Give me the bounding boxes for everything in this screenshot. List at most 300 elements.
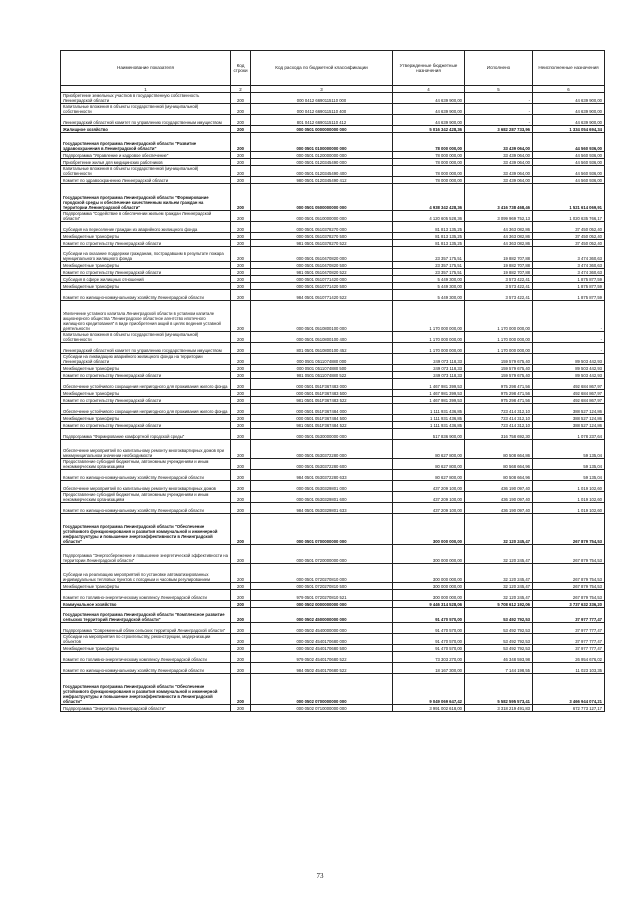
approved-cell: 80 627 800,00 — [393, 470, 465, 481]
approved-cell: 78 000 000,00 — [393, 133, 465, 152]
line-code-cell: 200 — [231, 674, 251, 705]
indicator-name-cell: Подпрограмма "Энергосбережение и повышение энергетической эффективности на территории Ленинградской области" — [61, 545, 231, 564]
indicator-name-cell: Комитет по здравоохранению Ленинградской области — [61, 177, 231, 184]
table-row — [61, 415, 605, 422]
classification-code-cell: 000 0501 0510000000 000 — [251, 211, 393, 222]
approved-cell: 1 467 981 399,53 — [393, 390, 465, 397]
classification-code-cell: 984 0501 0510771420 522 — [251, 290, 393, 301]
unexecuted-cell: 267 879 754,53 — [533, 514, 605, 545]
line-code-cell: 200 — [231, 590, 251, 601]
approved-cell: 1 111 931 436,85 — [393, 404, 465, 415]
unexecuted-cell: 59 135,04 — [533, 459, 605, 470]
indicator-name-cell: Приобретение земельных участков в государственную собственность Ленинградской области — [61, 93, 231, 104]
indicator-name-cell: Комитет по строительству Ленинградской области — [61, 240, 231, 247]
executed-cell: 3 573 422,41 — [465, 276, 533, 283]
unexecuted-cell: 388 527 124,86 — [533, 404, 605, 415]
unexecuted-cell: 3 474 360,63 — [533, 262, 605, 269]
unexecuted-cell: 89 503 442,93 — [533, 365, 605, 372]
unexecuted-cell: 1 020 635 766,17 — [533, 211, 605, 222]
indicator-name-cell: Подпрограмма "Содействие в обеспечении жильем граждан Ленинградской области" — [61, 211, 231, 222]
approved-cell: 5 449 300,00 — [393, 290, 465, 301]
indicator-name-cell: Межбюджетные трансферты — [61, 390, 231, 397]
unexecuted-cell: 492 684 867,97 — [533, 390, 605, 397]
executed-cell: 33 439 064,00 — [465, 159, 533, 166]
table-row — [61, 459, 605, 470]
executed-cell: 975 298 471,56 — [465, 397, 533, 404]
executed-cell: 53 492 792,53 — [465, 645, 533, 652]
indicator-name-cell: Межбюджетные трансферты — [61, 262, 231, 269]
executed-cell: 53 492 792,53 — [465, 634, 533, 645]
classification-code-cell: 000 0501 051F367484 000 — [251, 404, 393, 415]
approved-cell: 437 209 100,00 — [393, 481, 465, 492]
approved-cell: 80 627 800,00 — [393, 459, 465, 470]
unexecuted-cell: 44 560 936,00 — [533, 133, 605, 152]
classification-code-cell: 000 0501 0530329801 600 — [251, 492, 393, 503]
unexecuted-cell: 44 639 900,00 — [533, 93, 605, 104]
approved-cell: 249 073 118,33 — [393, 372, 465, 379]
executed-cell: 436 190 097,40 — [465, 503, 533, 514]
executed-cell: 436 190 097,40 — [465, 492, 533, 503]
table-row — [61, 583, 605, 590]
approved-cell: 5 449 300,00 — [393, 283, 465, 290]
line-code-cell: 200 — [231, 365, 251, 372]
executed-cell: 53 492 792,53 — [465, 623, 533, 634]
line-code-cell: 200 — [231, 177, 251, 184]
classification-code-cell: 000 0501 0511074880 500 — [251, 365, 393, 372]
classification-code-cell: 984 0501 0530372280 633 — [251, 470, 393, 481]
indicator-name-cell: Государственная программа Ленинградской области "Развитие здравоохранения в Ленинградской области" — [61, 133, 231, 152]
classification-code-cell: 000 0501 0511074880 000 — [251, 354, 393, 365]
header-executed: Исполнено — [465, 51, 533, 86]
indicator-name-cell: Обеспечение устойчивого сокращения непригодного для проживания жилого фонда — [61, 404, 231, 415]
classification-code-cell: 981 0501 051F367484 522 — [251, 422, 393, 429]
indicator-name-cell: Комитет по строительству Ленинградской области — [61, 372, 231, 379]
classification-code-cell: 000 0501 0510378270 500 — [251, 233, 393, 240]
executed-cell: 1 170 000 000,00 — [465, 343, 533, 354]
line-code-cell: 200 — [231, 545, 251, 564]
table-row — [61, 404, 605, 415]
unexecuted-cell: 44 560 936,00 — [533, 166, 605, 177]
table-row — [61, 372, 605, 379]
table-row — [61, 166, 605, 177]
executed-cell: 3 318 219 491,83 — [465, 705, 533, 712]
unexecuted-cell: 388 527 124,86 — [533, 422, 605, 429]
line-code-cell: 200 — [231, 645, 251, 652]
executed-cell: 3 099 969 752,13 — [465, 211, 533, 222]
indicator-name-cell: Межбюджетные трансферты — [61, 283, 231, 290]
classification-code-cell: 000 0501 0120000000 000 — [251, 152, 393, 159]
indicator-name-cell: Обеспечение мероприятий по капитальному ремонту многоквартирных домов — [61, 481, 231, 492]
table-row — [61, 365, 605, 372]
line-code-cell: 200 — [231, 247, 251, 262]
approved-cell: 5 016 342 428,36 — [393, 126, 465, 133]
line-code-cell: 200 — [231, 663, 251, 674]
column-index: 1 — [61, 86, 231, 93]
unexecuted-cell: 1 334 054 694,34 — [533, 126, 605, 133]
approved-cell: 9 049 069 647,42 — [393, 674, 465, 705]
unexecuted-cell: 37 977 777,47 — [533, 608, 605, 623]
table-row — [61, 233, 605, 240]
approved-cell: 9 446 314 528,06 — [393, 601, 465, 608]
classification-code-cell: 984 0501 0530329801 633 — [251, 503, 393, 514]
indicator-name-cell: Коммунальное хозяйство — [61, 601, 231, 608]
unexecuted-cell: 37 977 777,47 — [533, 623, 605, 634]
classification-code-cell: 000 0501 0530329801 000 — [251, 481, 393, 492]
indicator-name-cell: Предоставление субсидий бюджетным, автономным учреждениям и иным некоммерческим организациям — [61, 459, 231, 470]
executed-cell: 159 579 675,40 — [465, 354, 533, 365]
unexecuted-cell: 1 875 877,59 — [533, 283, 605, 290]
approved-cell: 300 000 000,00 — [393, 514, 465, 545]
table-row — [61, 397, 605, 404]
table-row — [61, 283, 605, 290]
column-index-row — [61, 86, 605, 93]
executed-cell: 723 414 312,10 — [465, 415, 533, 422]
unexecuted-cell: - — [533, 332, 605, 343]
column-index: 4 — [393, 86, 465, 93]
line-code-cell: 200 — [231, 166, 251, 177]
line-code-cell: 200 — [231, 564, 251, 583]
table-row — [61, 211, 605, 222]
table-row — [61, 104, 605, 115]
line-code-cell: 200 — [231, 481, 251, 492]
executed-cell: 44 363 082,86 — [465, 233, 533, 240]
classification-code-cell: 000 0501 0510771420 500 — [251, 283, 393, 290]
approved-cell: 23 357 175,51 — [393, 269, 465, 276]
approved-cell: 300 000 000,00 — [393, 545, 465, 564]
line-code-cell: 200 — [231, 583, 251, 590]
approved-cell: 3 991 002 618,00 — [393, 705, 465, 712]
unexecuted-cell: 3 466 944 074,21 — [533, 674, 605, 705]
line-code-cell: 200 — [231, 269, 251, 276]
classification-code-cell: 000 0501 0510800100 000 — [251, 301, 393, 332]
table-row — [61, 514, 605, 545]
line-code-cell: 200 — [231, 93, 251, 104]
indicator-name-cell: Комитет по строительству Ленинградской области — [61, 269, 231, 276]
table-row — [61, 93, 605, 104]
unexecuted-cell: 672 773 127,17 — [533, 705, 605, 712]
approved-cell: 91 470 570,00 — [393, 623, 465, 634]
line-code-cell: 200 — [231, 283, 251, 290]
approved-cell: 1 111 931 436,85 — [393, 415, 465, 422]
table-row — [61, 276, 605, 283]
unexecuted-cell: 37 977 777,47 — [533, 645, 605, 652]
unexecuted-cell: 44 639 900,00 — [533, 104, 605, 115]
line-code-cell: 200 — [231, 608, 251, 623]
approved-cell: 78 000 000,00 — [393, 177, 465, 184]
approved-cell: 1 170 000 000,00 — [393, 343, 465, 354]
classification-code-cell: 000 0501 0510470820 500 — [251, 262, 393, 269]
indicator-name-cell: Подпрограмма "Энергетика Ленинградской области" — [61, 705, 231, 712]
executed-cell: 975 298 471,56 — [465, 379, 533, 390]
table-row — [61, 126, 605, 133]
table-row — [61, 379, 605, 390]
line-code-cell: 200 — [231, 222, 251, 233]
budget-execution-table — [60, 50, 605, 712]
approved-cell: 91 470 570,00 — [393, 608, 465, 623]
unexecuted-cell: 59 135,04 — [533, 470, 605, 481]
approved-cell: 80 627 800,00 — [393, 440, 465, 459]
classification-code-cell: 000 0501 051F367484 500 — [251, 415, 393, 422]
line-code-cell: 200 — [231, 705, 251, 712]
line-code-cell: 200 — [231, 240, 251, 247]
executed-cell: 80 568 664,96 — [465, 459, 533, 470]
indicator-name-cell: Обеспечение устойчивого сокращения непригодного для проживания жилого фонда — [61, 379, 231, 390]
executed-cell: 159 579 675,40 — [465, 365, 533, 372]
approved-cell: 4 938 342 428,36 — [393, 184, 465, 211]
classification-code-cell: 000 0501 0100000000 000 — [251, 133, 393, 152]
classification-code-cell: 981 0501 0511074880 522 — [251, 372, 393, 379]
classification-code-cell: 000 0501 0530372280 600 — [251, 459, 393, 470]
table-row — [61, 222, 605, 233]
executed-cell: - — [465, 93, 533, 104]
indicator-name-cell: Субсидия на переселение граждан из аварийного жилищного фонда — [61, 222, 231, 233]
unexecuted-cell: 44 560 936,00 — [533, 159, 605, 166]
classification-code-cell: 000 0502 0700000000 000 — [251, 674, 393, 705]
classification-code-cell: 000 0501 0000000000 000 — [251, 126, 393, 133]
table-row — [61, 390, 605, 397]
indicator-name-cell: Государственная программа Ленинградской области "Обеспечение устойчивого функционирования и развития коммунальной и инженерной инфраструктуры и повышение энергоэффективности в Ленинградской области" — [61, 514, 231, 545]
line-code-cell: 200 — [231, 211, 251, 222]
classification-code-cell: 801 0412 6690115110 412 — [251, 115, 393, 126]
column-index: 3 — [251, 86, 393, 93]
unexecuted-cell: 44 560 936,00 — [533, 177, 605, 184]
indicator-name-cell: Субсидии на ликвидацию аварийного жилищного фонда на территории Ленинградской области — [61, 354, 231, 365]
unexecuted-cell: 267 879 754,53 — [533, 590, 605, 601]
table-row — [61, 645, 605, 652]
line-code-cell: 200 — [231, 354, 251, 365]
executed-cell: 3 573 422,41 — [465, 290, 533, 301]
classification-code-cell: 000 0501 0120345490 000 — [251, 159, 393, 166]
executed-cell: 33 439 064,00 — [465, 152, 533, 159]
indicator-name-cell: Субсидии на реализацию мероприятий по установке автоматизированных индивидуальных тепловых пунктов с погодным и часовым регулированием — [61, 564, 231, 583]
indicator-name-cell: Ленинградский областной комитет по управлению государственным имуществом — [61, 343, 231, 354]
indicator-name-cell: Комитет по жилищно-коммунальному хозяйству Ленинградской области — [61, 470, 231, 481]
line-code-cell: 200 — [231, 233, 251, 240]
approved-cell: 81 813 135,25 — [393, 233, 465, 240]
executed-cell: 80 508 664,86 — [465, 440, 533, 459]
executed-cell: 5 708 612 192,06 — [465, 601, 533, 608]
line-code-cell: 200 — [231, 133, 251, 152]
table-row — [61, 177, 605, 184]
executed-cell: 53 492 792,53 — [465, 608, 533, 623]
approved-cell: 437 209 100,00 — [393, 503, 465, 514]
unexecuted-cell: 267 879 754,53 — [533, 564, 605, 583]
classification-code-cell: 000 0501 0120345490 400 — [251, 166, 393, 177]
unexecuted-cell: 11 023 103,35 — [533, 663, 605, 674]
table-row — [61, 470, 605, 481]
approved-cell: 23 357 175,51 — [393, 262, 465, 269]
unexecuted-cell: 26 954 676,02 — [533, 652, 605, 663]
indicator-name-cell: Субсидия в сфере жилищных отношений — [61, 276, 231, 283]
line-code-cell: 200 — [231, 404, 251, 415]
approved-cell: 1 467 981 399,53 — [393, 379, 465, 390]
line-code-cell: 200 — [231, 623, 251, 634]
unexecuted-cell: 1 078 237,64 — [533, 429, 605, 440]
table-row — [61, 301, 605, 332]
table-row — [61, 564, 605, 583]
unexecuted-cell: 267 879 754,53 — [533, 583, 605, 590]
table-row — [61, 590, 605, 601]
column-index: 6 — [533, 86, 605, 93]
line-code-cell: 200 — [231, 152, 251, 159]
table-row — [61, 269, 605, 276]
unexecuted-cell: 388 527 124,86 — [533, 415, 605, 422]
indicator-name-cell: Ленинградский областной комитет по управлению государственным имуществом — [61, 115, 231, 126]
unexecuted-cell: 3 474 360,63 — [533, 247, 605, 262]
executed-cell: 33 439 064,00 — [465, 133, 533, 152]
classification-code-cell: 000 0501 0510470820 000 — [251, 247, 393, 262]
classification-code-cell: 000 0502 4500000000 000 — [251, 608, 393, 623]
indicator-name-cell: Обеспечение мероприятий по капитальному ремонту многоквартирных домов при межмуниципальном значении необходимости — [61, 440, 231, 459]
executed-cell: 316 758 692,30 — [465, 429, 533, 440]
line-code-cell: 200 — [231, 652, 251, 663]
line-code-cell: 200 — [231, 332, 251, 343]
executed-cell: 3 573 422,41 — [465, 283, 533, 290]
approved-cell: 78 000 000,00 — [393, 159, 465, 166]
approved-cell: 78 000 000,00 — [393, 152, 465, 159]
table-row — [61, 115, 605, 126]
classification-code-cell: 000 0502 4540170680 500 — [251, 645, 393, 652]
classification-code-cell: 979 0501 0720270810 521 — [251, 590, 393, 601]
indicator-name-cell: Государственная программа Ленинградской области "Обеспечение устойчивого функционирования и развития коммунальной и инженерной инфраструктуры и повышение энергоэффективности в Ленинградской области" — [61, 674, 231, 705]
approved-cell: 91 470 570,00 — [393, 645, 465, 652]
approved-cell: 78 000 000,00 — [393, 166, 465, 177]
executed-cell: 19 882 707,88 — [465, 269, 533, 276]
approved-cell: 91 470 570,00 — [393, 634, 465, 645]
table-row — [61, 354, 605, 365]
indicator-name-cell: Комитет по жилищно-коммунальному хозяйству Ленинградской области — [61, 503, 231, 514]
indicator-name-cell: Подпрограмма "Формирование комфортной городской среды" — [61, 429, 231, 440]
approved-cell: 1 467 981 399,53 — [393, 397, 465, 404]
classification-code-cell: 000 0501 0720270810 500 — [251, 583, 393, 590]
table-row — [61, 623, 605, 634]
approved-cell: 300 000 000,00 — [393, 564, 465, 583]
classification-code-cell: 801 0501 0510800100 452 — [251, 343, 393, 354]
approved-cell: 1 111 931 436,85 — [393, 422, 465, 429]
table-row — [61, 422, 605, 429]
approved-cell: 300 000 000,00 — [393, 583, 465, 590]
table-row — [61, 343, 605, 354]
approved-cell: 81 813 135,25 — [393, 240, 465, 247]
indicator-name-cell: Приобретение жилья для медицинских работников — [61, 159, 231, 166]
executed-cell: 975 298 471,56 — [465, 390, 533, 397]
table-row — [61, 440, 605, 459]
header-indicator-name: Наименование показателя — [61, 51, 231, 86]
classification-code-cell: 979 0502 4540170680 522 — [251, 652, 393, 663]
indicator-name-cell: Комитет по жилищно-коммунальному хозяйству Ленинградской области — [61, 290, 231, 301]
approved-cell: 1 170 000 000,00 — [393, 332, 465, 343]
unexecuted-cell: 3 737 632 336,20 — [533, 601, 605, 608]
line-code-cell: 200 — [231, 390, 251, 397]
approved-cell: 249 073 118,33 — [393, 354, 465, 365]
table-row — [61, 663, 605, 674]
line-code-cell: 200 — [231, 159, 251, 166]
classification-code-cell: 000 0502 4540170680 000 — [251, 634, 393, 645]
classification-code-cell: 000 0502 0710000000 000 — [251, 705, 393, 712]
indicator-name-cell: Комитет по жилищно-коммунальному хозяйству Ленинградской области — [61, 663, 231, 674]
line-code-cell: 200 — [231, 440, 251, 459]
table-row — [61, 634, 605, 645]
line-code-cell: 200 — [231, 301, 251, 332]
line-code-cell: 200 — [231, 115, 251, 126]
approved-cell: 73 303 270,00 — [393, 652, 465, 663]
page-number: 73 — [316, 872, 324, 880]
classification-code-cell: 000 0501 0510771420 000 — [251, 276, 393, 283]
table-row — [61, 503, 605, 514]
indicator-name-cell: Межбюджетные трансферты — [61, 365, 231, 372]
classification-code-cell: 000 0501 0530000000 000 — [251, 429, 393, 440]
executed-cell: 19 882 707,88 — [465, 247, 533, 262]
table-row — [61, 332, 605, 343]
approved-cell: 437 209 100,00 — [393, 492, 465, 503]
table-row — [61, 262, 605, 269]
indicator-name-cell: Комитет по топливно-энергетическому комплексу Ленинградской области — [61, 652, 231, 663]
unexecuted-cell: 37 450 052,40 — [533, 240, 605, 247]
header-approved-appropriations: Утвержденные бюджетные назначения — [393, 51, 465, 86]
table-row — [61, 247, 605, 262]
classification-code-cell: 981 0501 051F367483 522 — [251, 397, 393, 404]
indicator-name-cell: Капитальные вложения в объекты государственной (муниципальной) собственности — [61, 166, 231, 177]
executed-cell: 46 348 593,98 — [465, 652, 533, 663]
classification-code-cell: 000 0501 0700000000 000 — [251, 514, 393, 545]
executed-cell: 1 170 000 000,00 — [465, 332, 533, 343]
unexecuted-cell: 44 560 936,00 — [533, 152, 605, 159]
table-row — [61, 545, 605, 564]
table-row — [61, 481, 605, 492]
table-row — [61, 133, 605, 152]
unexecuted-cell: 89 503 442,93 — [533, 372, 605, 379]
executed-cell: - — [465, 115, 533, 126]
table-row — [61, 652, 605, 663]
executed-cell: 723 414 312,10 — [465, 422, 533, 429]
line-code-cell: 200 — [231, 397, 251, 404]
approved-cell: 517 836 900,00 — [393, 429, 465, 440]
classification-code-cell: 000 0501 0530372280 000 — [251, 440, 393, 459]
classification-code-cell: 984 0502 4540170680 522 — [251, 663, 393, 674]
indicator-name-cell: Государственная программа Ленинградской области "Комплексное развитие сельских территорий Ленинградской области" — [61, 608, 231, 623]
header-line-code: Код строки — [231, 51, 251, 86]
line-code-cell: 200 — [231, 492, 251, 503]
executed-cell: 44 363 082,86 — [465, 222, 533, 233]
line-code-cell: 200 — [231, 634, 251, 645]
table-row — [61, 601, 605, 608]
approved-cell: 4 120 605 528,36 — [393, 211, 465, 222]
line-code-cell: 200 — [231, 379, 251, 390]
executed-cell: 5 582 595 573,41 — [465, 674, 533, 705]
indicator-name-cell: Предоставление субсидий бюджетным, автономным учреждениям и иным некоммерческим организациям — [61, 492, 231, 503]
line-code-cell: 200 — [231, 104, 251, 115]
indicator-name-cell: Подпрограмма "Управление и кадровое обеспечение" — [61, 152, 231, 159]
unexecuted-cell: 1 019 102,60 — [533, 481, 605, 492]
table-row — [61, 429, 605, 440]
line-code-cell: 200 — [231, 415, 251, 422]
table-row — [61, 184, 605, 211]
executed-cell: 33 439 064,00 — [465, 166, 533, 177]
unexecuted-cell: 1 875 877,59 — [533, 290, 605, 301]
unexecuted-cell: 44 639 900,00 — [533, 115, 605, 126]
line-code-cell: 200 — [231, 372, 251, 379]
executed-cell: 32 120 245,47 — [465, 583, 533, 590]
classification-code-cell: 000 0412 6690115110 400 — [251, 104, 393, 115]
table-row — [61, 705, 605, 712]
executed-cell: 3 682 287 733,96 — [465, 126, 533, 133]
table-row — [61, 290, 605, 301]
line-code-cell: 200 — [231, 514, 251, 545]
executed-cell: 32 120 245,47 — [465, 514, 533, 545]
approved-cell: 300 000 000,00 — [393, 590, 465, 601]
indicator-name-cell: Межбюджетные трансферты — [61, 583, 231, 590]
approved-cell: 249 073 118,33 — [393, 365, 465, 372]
